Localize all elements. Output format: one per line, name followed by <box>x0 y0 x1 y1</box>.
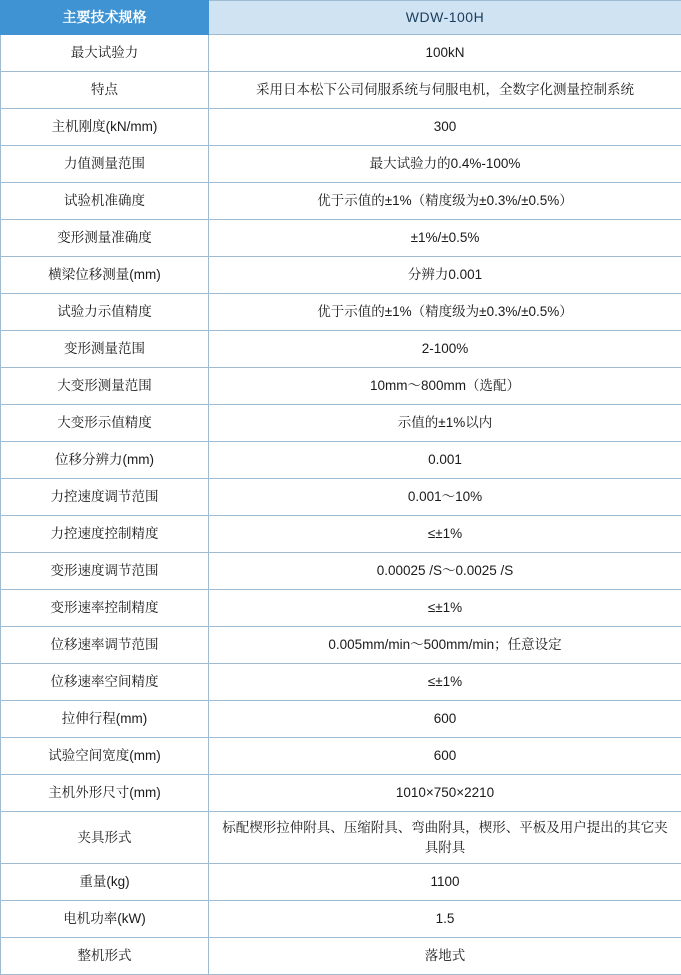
table-row <box>1 220 681 257</box>
spec-label: 最大试验力 <box>1 35 209 72</box>
table-row <box>1 294 681 331</box>
table-row <box>1 146 681 183</box>
table-row <box>1 901 681 938</box>
spec-label: 主机外形尺寸(mm) <box>1 775 209 812</box>
spec-value: 优于示值的±1%（精度级为±0.3%/±0.5%） <box>209 183 681 220</box>
table-row <box>1 257 681 294</box>
spec-value: 300 <box>209 109 681 146</box>
spec-value: ≤±1% <box>209 516 681 553</box>
spec-value: ≤±1% <box>209 590 681 627</box>
header-cell-spec: 主要技术规格 <box>1 1 209 35</box>
table-row <box>1 701 681 738</box>
spec-label: 试验空间宽度(mm) <box>1 738 209 775</box>
spec-label: 变形速度调节范围 <box>1 553 209 590</box>
spec-label: 变形测量范围 <box>1 331 209 368</box>
spec-label: 主机刚度(kN/mm) <box>1 109 209 146</box>
table-row <box>1 35 681 72</box>
table-row <box>1 590 681 627</box>
spec-label: 横梁位移测量(mm) <box>1 257 209 294</box>
spec-value: 0.001 <box>209 442 681 479</box>
spec-label: 大变形测量范围 <box>1 368 209 405</box>
table-row <box>1 331 681 368</box>
table-row <box>1 938 681 975</box>
table-row <box>1 109 681 146</box>
spec-label: 位移速率调节范围 <box>1 627 209 664</box>
spec-value: 分辨力0.001 <box>209 257 681 294</box>
spec-value: 示值的±1%以内 <box>209 405 681 442</box>
spec-label: 变形测量准确度 <box>1 220 209 257</box>
table-row <box>1 516 681 553</box>
spec-label: 位移速率空间精度 <box>1 664 209 701</box>
spec-value: 2-100% <box>209 331 681 368</box>
spec-value: 100kN <box>209 35 681 72</box>
spec-label: 力控速度控制精度 <box>1 516 209 553</box>
spec-value: 0.00025 /S～0.0025 /S <box>209 553 681 590</box>
spec-label: 重量(kg) <box>1 864 209 901</box>
spec-value: 标配楔形拉伸附具、压缩附具、弯曲附具，楔形、平板及用户提出的其它夹具附具 <box>209 812 681 864</box>
spec-value: 1100 <box>209 864 681 901</box>
spec-value: 采用日本松下公司伺服系统与伺服电机，全数字化测量控制系统 <box>209 72 681 109</box>
spec-label: 电机功率(kW) <box>1 901 209 938</box>
table-body <box>1 35 681 975</box>
spec-label: 力控速度调节范围 <box>1 479 209 516</box>
table-row <box>1 405 681 442</box>
table-row <box>1 864 681 901</box>
spec-label: 变形速率控制精度 <box>1 590 209 627</box>
table-row <box>1 183 681 220</box>
spec-value: 0.001～10% <box>209 479 681 516</box>
spec-value: 600 <box>209 701 681 738</box>
spec-label: 试验机准确度 <box>1 183 209 220</box>
spec-value: 600 <box>209 738 681 775</box>
spec-value: 0.005mm/min～500mm/min；任意设定 <box>209 627 681 664</box>
spec-value: ±1%/±0.5% <box>209 220 681 257</box>
table-header-row <box>1 1 681 35</box>
table-row <box>1 738 681 775</box>
spec-label: 试验力示值精度 <box>1 294 209 331</box>
spec-label: 夹具形式 <box>1 812 209 864</box>
spec-label: 特点 <box>1 72 209 109</box>
table-row <box>1 479 681 516</box>
spec-value: 1010×750×2210 <box>209 775 681 812</box>
table-row <box>1 812 681 864</box>
spec-value: 1.5 <box>209 901 681 938</box>
table-row <box>1 553 681 590</box>
table-row <box>1 72 681 109</box>
spec-label: 拉伸行程(mm) <box>1 701 209 738</box>
table-row <box>1 664 681 701</box>
spec-value: ≤±1% <box>209 664 681 701</box>
header-cell-model: WDW-100H <box>209 1 681 35</box>
spec-label: 大变形示值精度 <box>1 405 209 442</box>
table-row <box>1 775 681 812</box>
spec-value: 最大试验力的0.4%-100% <box>209 146 681 183</box>
spec-value: 10mm～800mm（选配） <box>209 368 681 405</box>
spec-label: 整机形式 <box>1 938 209 975</box>
spec-value: 落地式 <box>209 938 681 975</box>
spec-label: 位移分辨力(mm) <box>1 442 209 479</box>
table-row <box>1 627 681 664</box>
table-header <box>1 1 681 35</box>
table-row <box>1 368 681 405</box>
spec-label: 力值测量范围 <box>1 146 209 183</box>
table-row <box>1 442 681 479</box>
spec-value: 优于示值的±1%（精度级为±0.3%/±0.5%） <box>209 294 681 331</box>
